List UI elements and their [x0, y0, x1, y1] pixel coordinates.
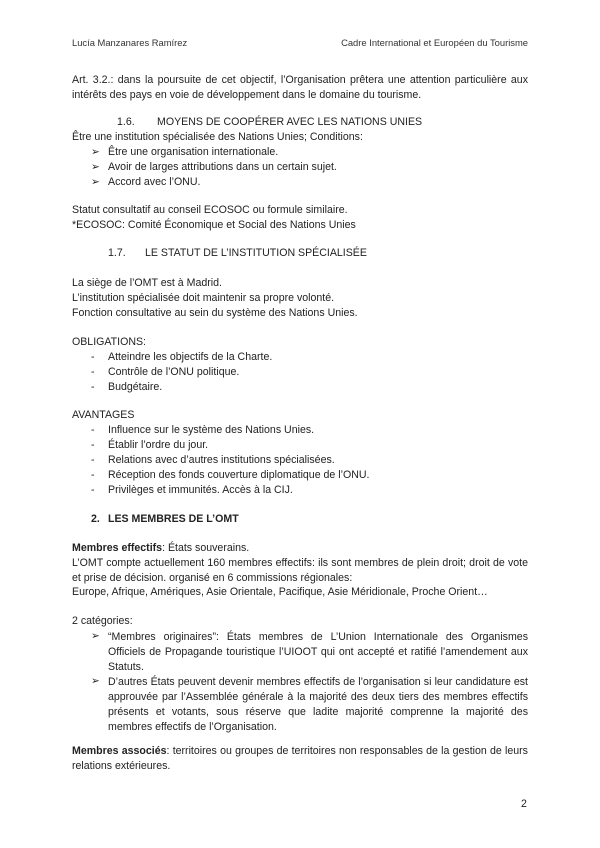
list-item: Budgétaire. [108, 381, 163, 393]
dash-bullet-icon: - [91, 469, 95, 481]
categories-title: 2 catégories: [72, 615, 133, 627]
section-1-6-note-2: *ECOSOC: Comité Économique et Social des Nations Unies [72, 219, 356, 231]
list-item: Privilèges et immunités. Accès à la CIJ. [108, 484, 293, 496]
status-line: L’institution spécialisée doit maintenir sa propre volonté. [72, 292, 335, 304]
list-item: Contrôle de l’ONU politique. [108, 366, 240, 378]
associate-members-paragraph [72, 744, 528, 774]
dash-bullet-icon: - [91, 439, 95, 451]
category-item: D’autres États peuvent devenir membres effectifs de l’organisation si leur candidature est approuvée par l’Assemblée générale à la majorité des deux tiers des membres effectifs présents et votants, sous réserve que ladite majorité comprenne la majorité des membres effectifs de l’Organisation. [108, 676, 528, 733]
category-item: “Membres originaires”: États membres de L’Union Internationale des Organismes Officiels de Propagande touristique l’UIOOT qui ont accepté et ratifié l’amendement aux Statuts. [108, 631, 528, 673]
section-1-7-title: LE STATUT DE L’INSTITUTION SPÉCIALISÉE [145, 247, 367, 259]
list-item: Avoir de larges attributions dans un certain sujet. [108, 161, 337, 173]
arrow-bullet-icon: ➢ [91, 161, 100, 173]
section-2-title: LES MEMBRES DE L’OMT [108, 513, 239, 525]
section-1-7-number: 1.7. [108, 247, 126, 259]
header-title: Cadre International et Européen du Tourisme [341, 37, 528, 48]
list-item: Être une organisation internationale. [108, 146, 279, 158]
members-paragraph: L’OMT compte actuellement 160 membres effectifs: ils sont membres de plein droit; droit de vote et prise de décision. organisé en 6 commissions régionales: [72, 557, 528, 584]
arrow-bullet-icon: ➢ [91, 146, 100, 158]
status-line: Fonction consultative au sein du système des Nations Unies. [72, 307, 358, 319]
list-item: Établir l’ordre du jour. [108, 439, 209, 451]
dash-bullet-icon: - [91, 454, 95, 466]
list-item: Réception des fonds couverture diplomatique de l’ONU. [108, 469, 370, 481]
section-1-6-title: MOYENS DE COOPÉRER AVEC LES NATIONS UNIES [157, 116, 423, 128]
dash-bullet-icon: - [91, 351, 95, 363]
list-item: Influence sur le système des Nations Unies. [108, 424, 315, 436]
section-1-6-number: 1.6. [117, 116, 135, 128]
arrow-bullet-icon: ➢ [91, 675, 100, 687]
effective-members-line [72, 542, 249, 554]
dash-bullet-icon: - [91, 484, 95, 496]
advantages-title: AVANTAGES [72, 409, 135, 421]
dash-bullet-icon: - [91, 424, 95, 436]
dash-bullet-icon: - [91, 381, 95, 393]
section-1-6-lead: Être une institution spécialisée des Nations Unies; Conditions: [72, 131, 363, 143]
obligations-title: OBLIGATIONS: [72, 336, 146, 348]
section-1-6-note-1: Statut consultatif au conseil ECOSOC ou formule similaire. [72, 204, 348, 216]
list-item: Atteindre les objectifs de la Charte. [108, 351, 273, 363]
section-2-number: 2. [91, 513, 100, 525]
effective-members-text: : États souverains. [162, 542, 250, 554]
regions-line: Europe, Afrique, Amériques, Asie Orientale, Pacifique, Asie Méridionale, Proche Orient… [72, 586, 488, 598]
list-item: Accord avec l’ONU. [108, 176, 201, 188]
status-line: La siège de l’OMT est à Madrid. [72, 277, 222, 289]
page-number: 2 [521, 798, 527, 810]
dash-bullet-icon: - [91, 366, 95, 378]
list-item: Relations avec d’autres institutions spécialisées. [108, 454, 335, 466]
header-author: Lucía Manzanares Ramírez [72, 37, 188, 48]
associate-members-text: : territoires ou groupes de territoires non responsables de la gestion de leurs relations extérieures. [72, 745, 528, 772]
associate-members-label: Membres associés [72, 745, 167, 757]
effective-members-label: Membres effectifs [72, 542, 163, 554]
arrow-bullet-icon: ➢ [91, 176, 100, 188]
intro-paragraph: Art. 3.2.: dans la poursuite de cet objectif, l’Organisation prêtera une attention particulière aux intérêts des pays en voie de développement dans le domaine du tourisme. [72, 74, 528, 101]
arrow-bullet-icon: ➢ [91, 630, 100, 642]
